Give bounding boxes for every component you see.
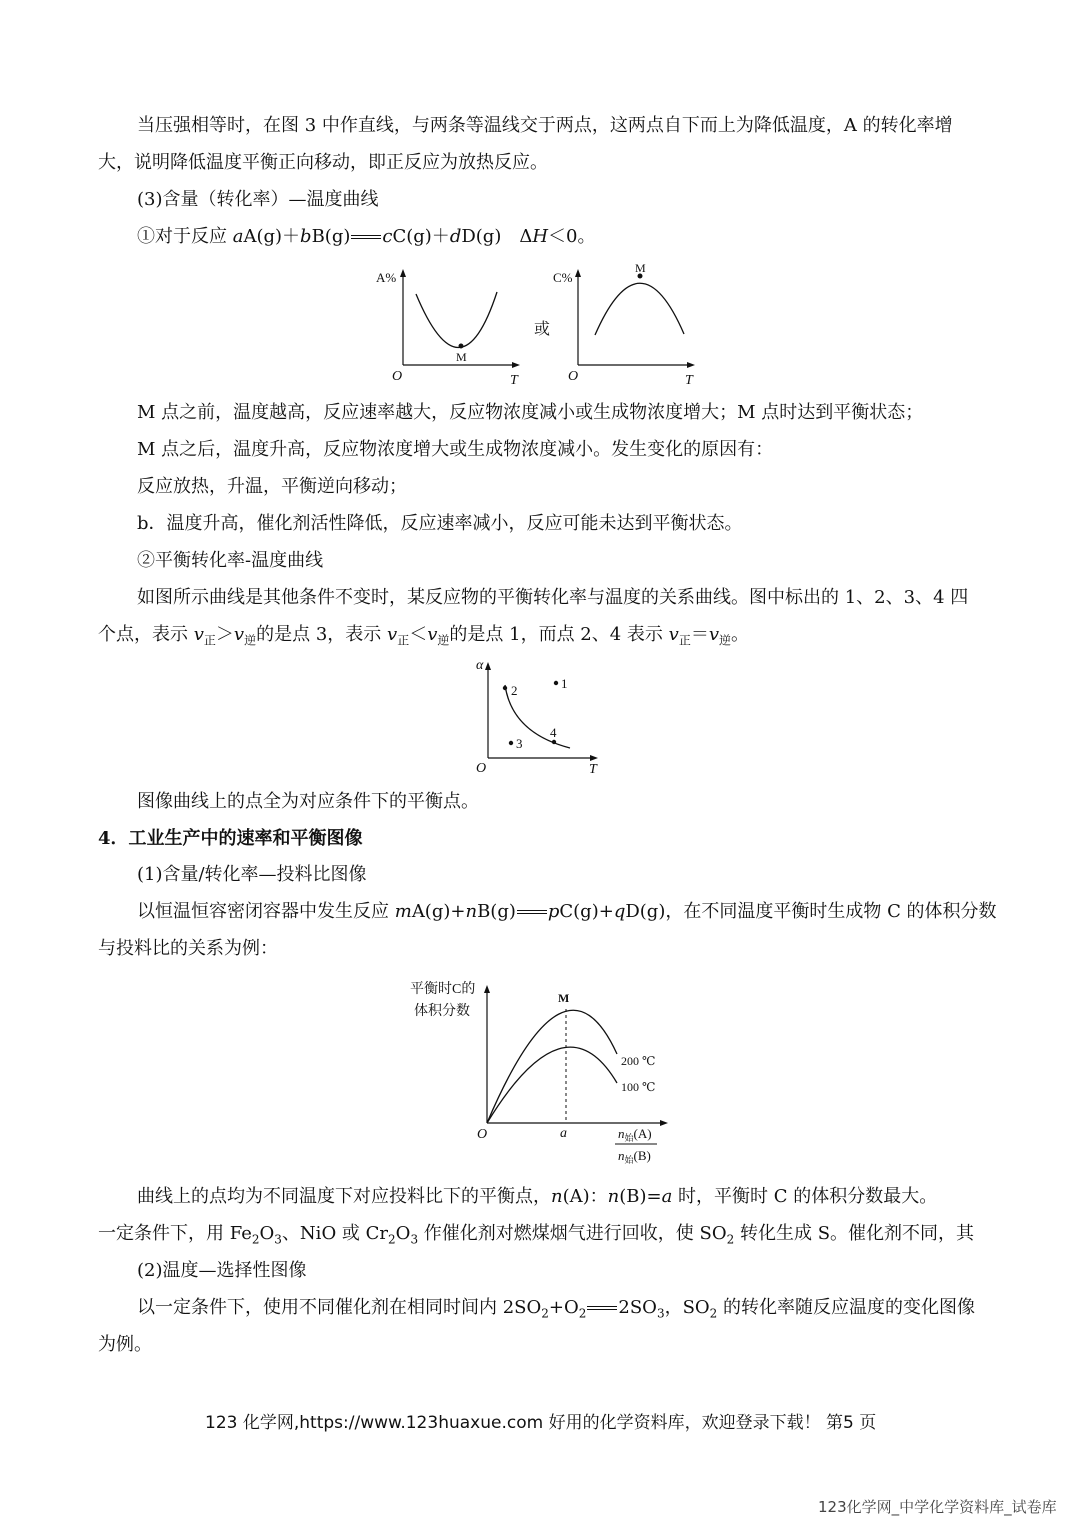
equilibrium-sign <box>517 910 547 914</box>
reaction-line: 以恒温恒容密闭容器中发生反应 mA(g)+nB(g) pC(g)+qD(g)，在不同温度平衡时生成物 C 的体积分数 <box>137 901 997 922</box>
origin-label: O <box>477 1127 488 1142</box>
point-label: M <box>635 261 646 275</box>
section-heading: 4．工业生产中的速率和平衡图像 <box>98 828 363 849</box>
x-axis-label: T <box>589 762 597 777</box>
velocity-line: 个点，表示 $v_正>v_逆$的是点 3，表示 $v_正<v_逆$的是点 1，而点 2、4 表示 $v_正=v_逆$。 <box>98 624 750 648</box>
figure-c-percent-temperature <box>550 262 710 390</box>
figure-alpha-temperature <box>468 655 608 780</box>
series-label-200: 200 ℃ <box>621 1054 656 1068</box>
point-label-2: 2 <box>511 683 518 698</box>
x-axis-label: T <box>510 373 518 388</box>
figure-volume-fraction-feed-ratio <box>405 975 675 1175</box>
subheading: (3)含量（转化率）—温度曲线 <box>137 189 379 210</box>
x-tick-label: a <box>560 1126 567 1141</box>
y-axis-label: C% <box>553 270 573 285</box>
reaction-line: ①对于反应 aA(g)＋bB(g) cC(g)＋dD(g) ΔH＜0。 <box>137 226 596 247</box>
text-line: 反应放热，升温，平衡逆向移动； <box>137 476 407 497</box>
text-line: 图像曲线上的点全为对应条件下的平衡点。 <box>137 791 479 812</box>
text-line: 一定条件下，用 $Fe_2O_3$、NiO 或 $Cr_2O_3$ 作催化剂对燃煤烟气进行回收，使 $SO_2$ 转化生成 S。催化剂不同，其 <box>98 1223 975 1247</box>
text-line: b．温度升高，催化剂活性降低，反应速率减小，反应可能未达到平衡状态。 <box>137 513 743 534</box>
text-line: 如图所示曲线是其他条件不变时，某反应物的平衡转化率与温度的关系曲线。图中标出的 1、2、3、4 四 <box>137 587 969 608</box>
text-line: M 点之前，温度越高，反应速率越大，反应物浓度减小或生成物浓度增大；M 点时达到平衡状态； <box>137 402 924 423</box>
origin-label: O <box>568 369 579 384</box>
or-label: 或 <box>534 319 551 338</box>
reaction-line: 以一定条件下，使用不同催化剂在相同时间内 $2SO_2+O_2$ $2SO_3$，$SO_2$ 的转化率随反应温度的变化图像 <box>137 1297 976 1321</box>
equilibrium-sign <box>351 235 381 239</box>
y-axis-label-line1: 平衡时C的 <box>410 982 476 997</box>
point-label-3: 3 <box>516 736 523 751</box>
text-line: 曲线上的点均为不同温度下对应投料比下的平衡点，n(A)：n(B)=a 时，平衡时 C 的体积分数最大。 <box>137 1186 938 1207</box>
text-line: 当压强相等时，在图 3 中作直线，与两条等温线交于两点，这两点自下而上为降低温度，A 的转化率增 <box>137 115 953 136</box>
point-label-4: 4 <box>550 725 557 740</box>
subheading: (1)含量/转化率—投料比图像 <box>137 864 367 885</box>
x-label-denominator: $n_始(B)$ <box>618 1148 651 1165</box>
watermark-text: 123化学网_中学化学资料库_试卷库 <box>818 1498 1057 1516</box>
subheading: ②平衡转化率-温度曲线 <box>137 550 324 571</box>
point-label: M <box>558 991 570 1005</box>
point-label: M <box>456 350 467 364</box>
y-axis-label: A% <box>376 270 397 285</box>
origin-label: O <box>476 761 487 776</box>
figure-a-percent-temperature <box>370 262 530 390</box>
point-label-1: 1 <box>561 676 568 691</box>
text-line: 大，说明降低温度平衡正向移动，即正反应为放热反应。 <box>98 152 548 173</box>
x-axis-label: T <box>685 373 693 388</box>
text-line: M 点之后，温度升高，反应物浓度增大或生成物浓度减小。发生变化的原因有： <box>137 439 774 460</box>
y-axis-label: α <box>476 658 484 673</box>
x-label-numerator: $n_始(A)$ <box>618 1126 652 1143</box>
origin-label: O <box>392 369 403 384</box>
text-line: 为例。 <box>98 1334 152 1355</box>
y-axis-label-line2: 体积分数 <box>414 1004 470 1019</box>
subheading: (2)温度—选择性图像 <box>137 1260 307 1281</box>
equilibrium-sign <box>587 1306 617 1310</box>
series-label-100: 100 ℃ <box>621 1080 656 1094</box>
text-line: 与投料比的关系为例： <box>98 938 278 959</box>
page-footer: 123 化学网,https://www.123huaxue.com 好用的化学资料库，欢迎登录下载！ 第5 页 <box>205 1413 877 1433</box>
